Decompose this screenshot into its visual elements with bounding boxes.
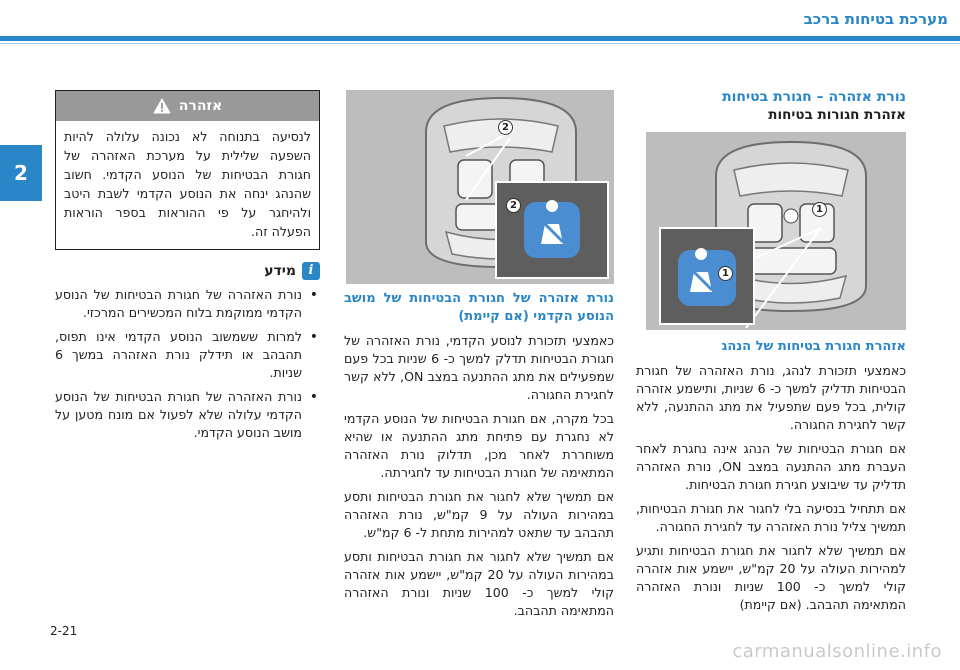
left-column	[55, 90, 320, 448]
passenger-belt-figure	[346, 90, 614, 284]
driver-para-4: אם תמשיך שלא לחגור את חגורת הבטיחות ותגיע למהירות העולה על 20 קמ"ש, יישמע אות אזהרה קולי למשך כ- 100 שניות ונורת האזהרה המתאימה תהבהב. (אם קיימת)	[636, 543, 906, 612]
passenger-belt-heading: נורת אזהרה של חגורת הבטיחות של מושב הנוסע הקדמי (אם קיימת)	[344, 291, 614, 324]
callout-1-inset-badge: 1	[718, 266, 733, 281]
callout-2-badge: 2	[498, 120, 513, 135]
car-topview-icon	[646, 132, 906, 330]
list-item: • נורת האזהרה של חגורת הבטיחות של הנוסע הקדמי ממוקמת בלוח המכשירים המרכזי.	[55, 286, 320, 322]
driver-para-1: כאמצעי תזכורת לנהג, נורת האזהרה של חגורת הבטיחות תדליק למשך כ- 6 שניות, ותישמע אזהרה קולית, בכל פעם שתפעיל את מתג ההתנעה, ללא קשר לחגירת החגורה.	[636, 363, 906, 432]
list-item: • למרות ששמשוב הנוסע הקדמי אינו תפוס, תהבהב או תידלק נורת האזהרה במשך 6 שניות.	[55, 328, 320, 382]
info-icon: i	[302, 262, 320, 280]
header-title: מערכת בטיחות ברכב	[803, 10, 948, 28]
watermark: carmanualsonline.info	[732, 641, 942, 662]
section-title: נורת אזהרה – חגורת בטיחות	[722, 89, 906, 105]
info-bullet-list	[55, 286, 320, 442]
warning-title: אזהרה	[178, 98, 223, 114]
passenger-para-3: אם תמשיך שלא לחגור את חגורת הבטיחות ותסע במהירות העולה על 9 קמ"ש, נורת האזהרה תהבהב עד שתאט למהירות מתחת ל- 6 קמ"ש.	[344, 489, 614, 540]
chapter-tab: 2	[0, 145, 42, 201]
driver-belt-figure	[646, 132, 906, 330]
info-heading	[55, 262, 320, 280]
middle-column	[344, 90, 614, 620]
driver-belt-heading: אזהרת חגורת בטיחות של הנהג	[721, 339, 906, 354]
driver-para-3: אם תתחיל בנסיעה בלי לחגור את חגורת הבטיחות, תמשיך צליל נורת האזהרה עד לחגירת החגורה.	[636, 501, 906, 534]
right-column	[636, 88, 906, 614]
warning-triangle-icon	[153, 98, 171, 114]
driver-para-2: אם חגורת הבטיחות של הנהג אינה נחגרת לאחר העברת מתג ההתנעה במצב ON, נורת האזהרה תדליק עד שיבוצע חגירת חגורת הבטיחות.	[636, 441, 906, 492]
info-title: מידע	[264, 263, 296, 279]
passenger-para-2: בכל מקרה, אם חגורת הבטיחות של הנוסע הקדמי לא נחגרת עם פתיחת מתג ההתנעה או שהיא משוחררת לאחר מכן, תדלוק נורת האזהרה המתאימה של חגורת הבטיחות עד לחגירתה.	[344, 411, 614, 480]
warning-text: לנסיעה בתנוחה לא נכונה עלולה להיות השפעה שלילית על מערכת האזהרה של חגורת הבטיחות של הנוסע הקדמי. חשוב שהנהג ינחה את הנוסע הקדמי לשבת היטב ולהיחגר על פי ההוראות בספר הוראות הפעלה זה.	[64, 129, 311, 239]
warning-header	[56, 91, 319, 121]
section-subtitle: אזהרת חגורות בטיחות	[768, 107, 906, 123]
page-number: 2-21	[50, 624, 78, 638]
passenger-para-1: כאמצעי תזכורת לנוסע הקדמי, נורת האזהרה של חגורת הבטיחות תדלק למשך כ- 6 שניות בכל פעם שמפעילים את מתג ההתנעה במצב ON, ללא קשר לחגירת החגורה.	[344, 333, 615, 402]
list-item: • נורת האזהרה של חגורת הבטיחות של הנוסע הקדמי עלולה שלא לפעול אם מונח מטען על מושב הנוסע הקדמי.	[55, 388, 320, 442]
header-rule-thin	[0, 43, 960, 44]
callout-1-badge: 1	[812, 202, 827, 217]
car-topview-icon	[346, 90, 614, 284]
warning-box	[55, 90, 320, 250]
callout-2-inset-badge: 2	[506, 198, 521, 213]
header-rule	[0, 36, 960, 41]
passenger-para-4: אם תמשיך שלא לחגור את חגורת הבטיחות ותסע במהירות העולה על 20 קמ"ש, יישמע אות אזהרה קולי למשך כ- 100 שניות ונורת האזהרה המתאימה תהבהב.	[344, 549, 614, 618]
